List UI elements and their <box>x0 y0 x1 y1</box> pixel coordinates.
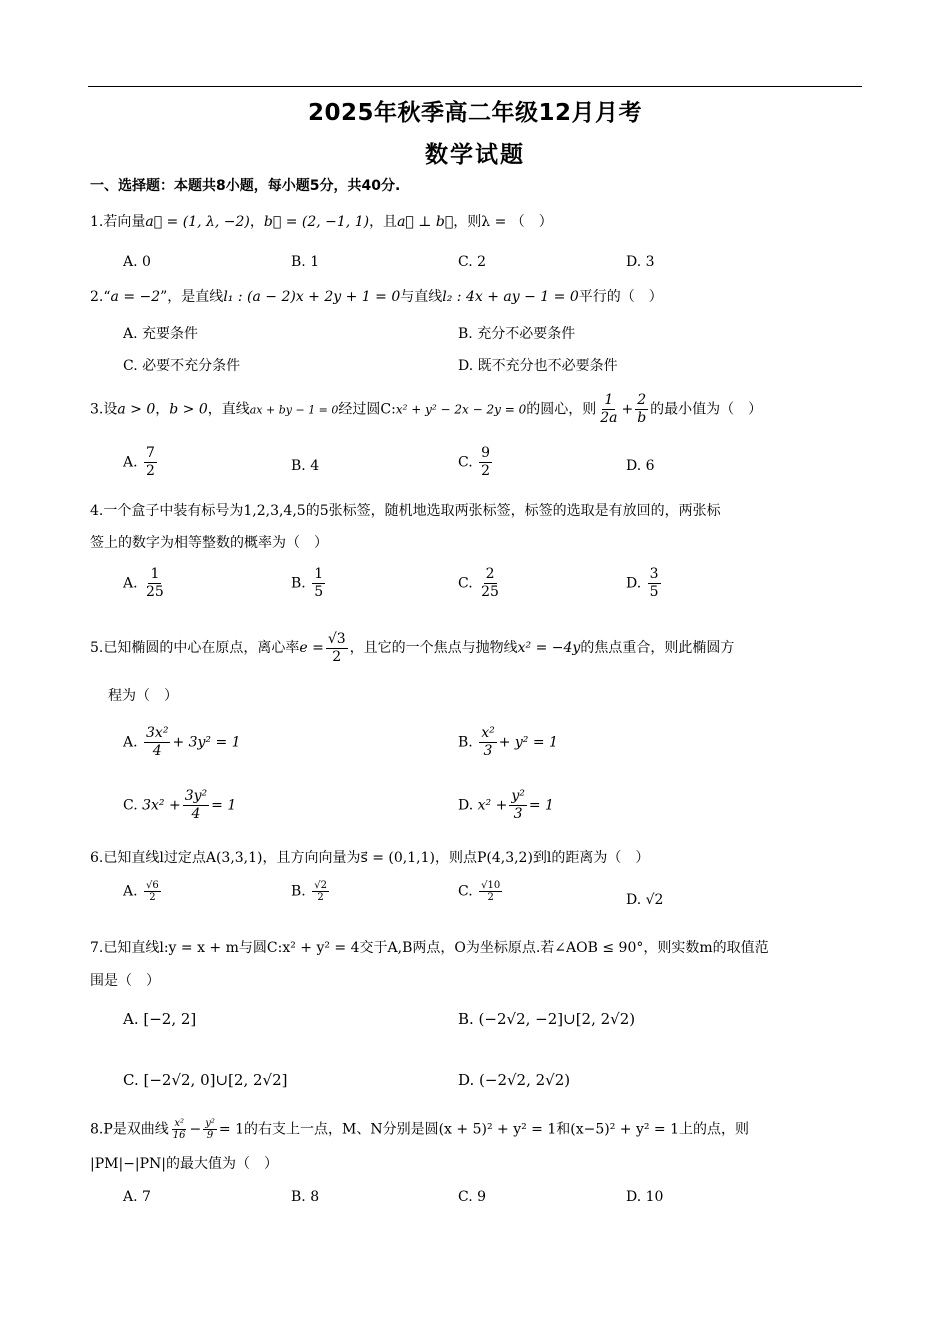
q3-option-b: B. 4 <box>291 458 320 474</box>
q3-option-a: A. $\frac{7}{2}$ <box>123 445 155 479</box>
q2-option-d: D. 既不充分也不必要条件 <box>458 358 618 374</box>
question-1-stem: 1.若向量a⃗ = (1, λ, −2)，b⃗ = (2, −1, 1)，且a⃗ ⊥ b⃗，则λ = （ ） <box>90 214 553 230</box>
q2-option-c: C. 必要不充分条件 <box>123 358 241 374</box>
q5-option-c: C. 3x² + $\frac{\text{3y²}}{4}$ = 1 <box>123 788 237 822</box>
question-7-line2: 围是（ ） <box>90 973 160 989</box>
q3-option-c: C. $\frac{9}{2}$ <box>458 445 491 479</box>
q2-option-a: A. 充要条件 <box>123 326 199 342</box>
section-heading: 一、选择题：本题共8小题，每小题5分，共40分. <box>90 178 401 194</box>
question-5-line2: 程为（ ） <box>108 688 178 704</box>
q5-option-b: B. $\frac{\text{x²}}{3}$ + y² = 1 <box>458 725 558 759</box>
question-4-line2: 签上的数字为相等整数的概率为（ ） <box>90 535 328 551</box>
q4-option-b: B. $\frac{1}{5}$ <box>291 566 324 600</box>
q2-option-b: B. 充分不必要条件 <box>458 326 576 342</box>
exam-subtitle: 数学试题 <box>425 142 525 168</box>
q7-option-a: A. [−2, 2] <box>123 1010 197 1028</box>
q1-option-d: D. 3 <box>626 254 655 270</box>
q5-option-d: D. x² + $\frac{\text{y²}}{3}$ = 1 <box>458 788 554 822</box>
q4-option-a: A. $\frac{1}{25}$ <box>123 566 164 600</box>
top-rule <box>88 86 862 87</box>
q7-option-c: C. [−2√2, 0]∪[2, 2√2] <box>123 1071 288 1089</box>
q1-option-c: C. 2 <box>458 254 487 270</box>
q1-option-b: B. 1 <box>291 254 320 270</box>
q8-option-b: B. 8 <box>291 1189 320 1205</box>
q8-option-c: C. 9 <box>458 1189 487 1205</box>
question-7-line1: 7.已知直线l:y = x + m与圆C:x² + y² = 4交于A,B两点，O为坐标原点.若∠AOB ≤ 90°，则实数m的取值范 <box>90 940 769 956</box>
q7-option-d: D. (−2√2, 2√2) <box>458 1071 571 1089</box>
q5-option-a: A. $\frac{\text{3x²}}{4}$ + 3y² = 1 <box>123 725 241 759</box>
q6-option-b: B. $\frac{√2}{2}$ <box>291 880 327 903</box>
question-5-stem: 5.已知椭圆的中心在原点，离心率e = $\frac{√3}{2}$ ，且它的一个焦点与抛物线x² = −4y的焦点重合，则此椭圆方 <box>90 630 735 665</box>
q8-option-d: D. 10 <box>626 1189 664 1205</box>
q6-option-a: A. $\frac{√6}{2}$ <box>123 880 159 903</box>
q6-option-d: D. √2 <box>626 892 664 908</box>
q4-option-c: C. $\frac{2}{25}$ <box>458 566 499 600</box>
q7-option-b: B. (−2√2, −2]∪[2, 2√2) <box>458 1010 636 1028</box>
question-6-stem: 6.已知直线l过定点A(3,3,1)，且方向向量为s⃗ = (0,1,1)，则点P(4,3,2)到l的距离为（ ） <box>90 850 650 866</box>
q6-option-c: C. $\frac{√10}{2}$ <box>458 880 501 903</box>
question-3-stem: 3.设a > 0，b > 0，直线ax + by − 1 = 0经过圆C:x² + y² − 2x − 2y = 0的圆心，则 $\frac{1}{2a}$ + $\frac{2}{b}$ 的最小值为（ ） <box>90 392 763 426</box>
question-4-line1: 4.一个盒子中装有标号为1,2,3,4,5的5张标签，随机地选取两张标签，标签的选取是有放回的，两张标 <box>90 503 721 519</box>
question-8-line2: |PM|−|PN|的最大值为（ ） <box>90 1156 279 1172</box>
q1-option-a: A. 0 <box>123 254 151 270</box>
q8-option-a: A. 7 <box>123 1189 151 1205</box>
q3-option-d: D. 6 <box>626 458 655 474</box>
question-8-stem: 8.P是双曲线 $\frac{\text{x²}}{16}$ − $\frac{\text{y²}}{9}$ = 1的右支上一点，M、N分别是圆(x + 5)² + y² = 1和(x−5)² + y² = 1上的点，则 <box>90 1118 750 1141</box>
q4-option-d: D. $\frac{3}{5}$ <box>626 566 659 600</box>
question-2-stem: 2.“a = −2”，是直线l₁ : (a − 2)x + 2y + 1 = 0与直线l₂ : 4x + ay − 1 = 0平行的（ ） <box>90 289 663 305</box>
exam-title: 2025年秋季高二年级12月月考 <box>307 100 643 126</box>
